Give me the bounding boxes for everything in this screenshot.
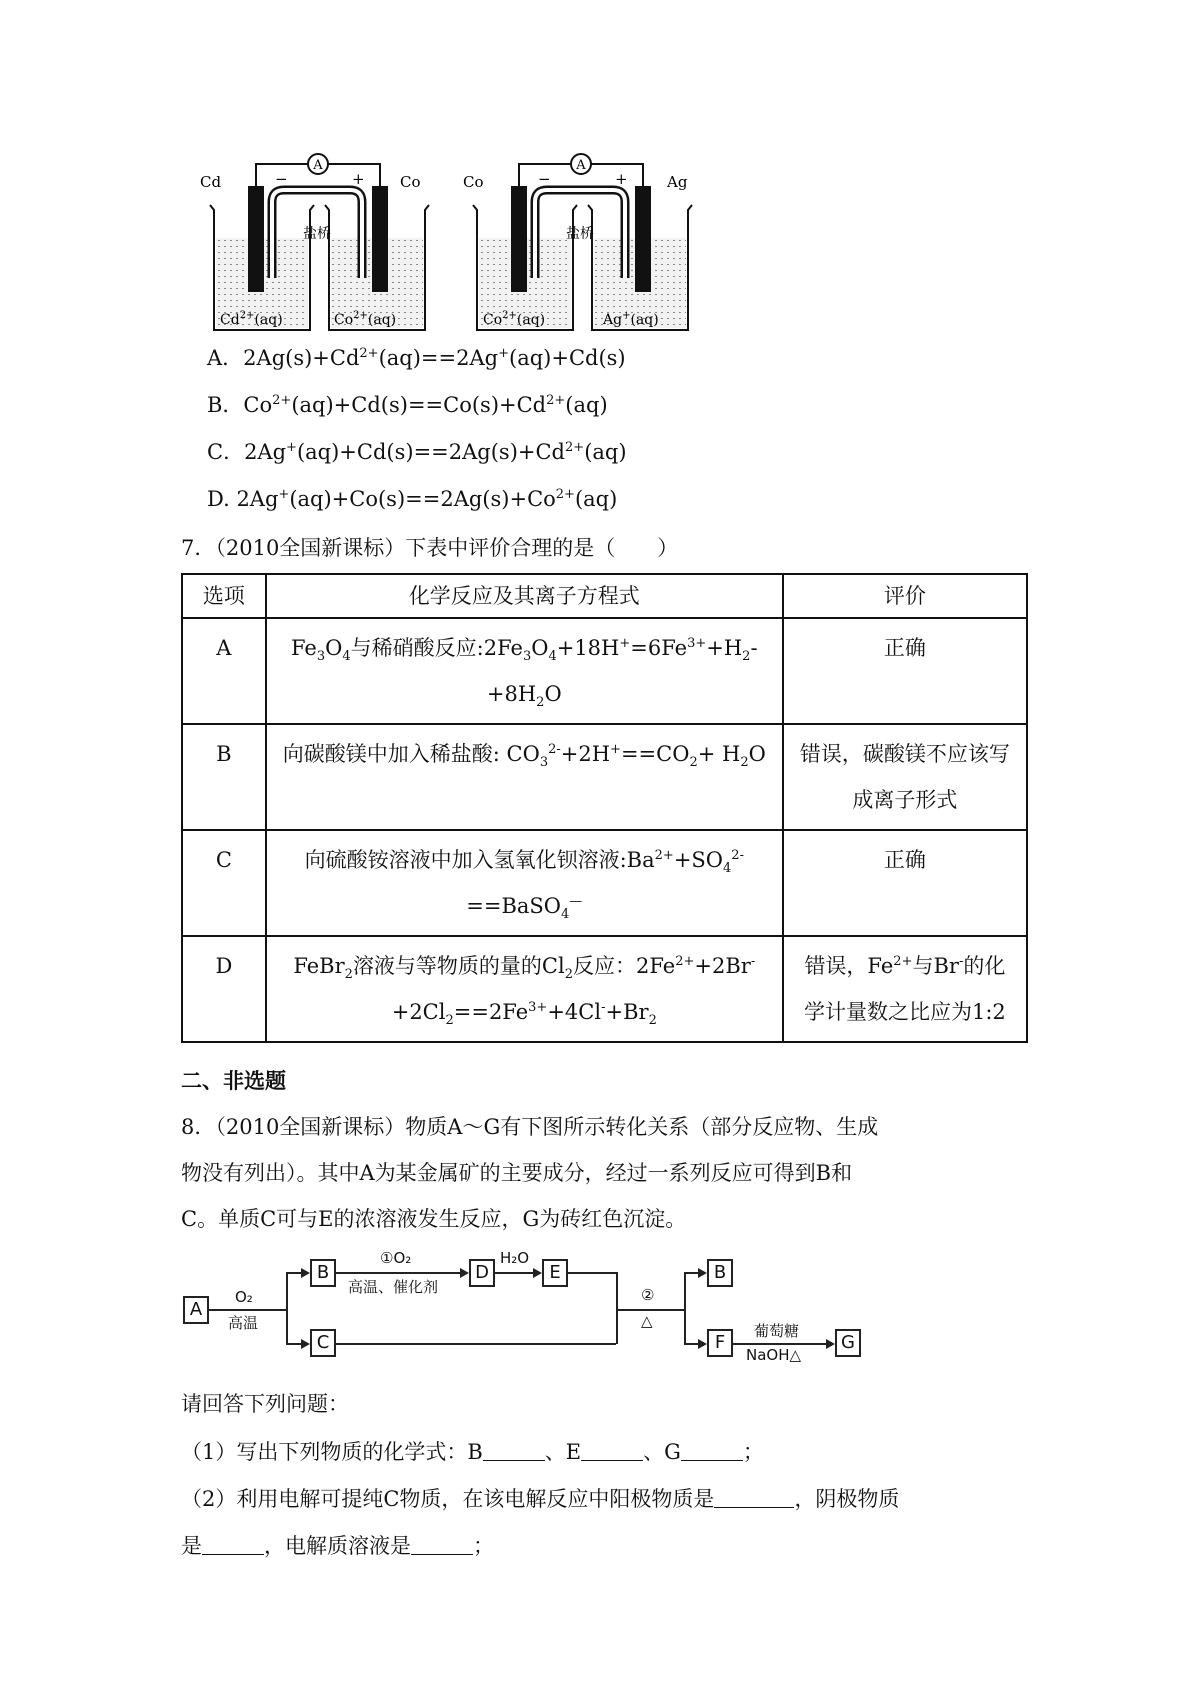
table-row bbox=[182, 936, 1027, 1042]
row-equation: 向硫酸铵溶液中加入氢氧化钡溶液$:Ba^{2+}+SO_4^{2-}$ ==BaSO$_4$— bbox=[304, 848, 744, 923]
option-c: C．$2Ag^+(aq)+Cd(s)==2Ag(s)+Cd^{2+}(aq)$ bbox=[207, 440, 627, 464]
answer-blank-anode[interactable] bbox=[714, 1485, 794, 1508]
svg-text:Ag: Ag bbox=[667, 173, 688, 191]
answer-blank-g[interactable] bbox=[681, 1438, 743, 1461]
node-d: D bbox=[469, 1259, 495, 1287]
svg-text:−: − bbox=[275, 170, 288, 188]
row-evaluation: 正确 bbox=[883, 636, 926, 660]
label-step1-condition: 高温、催化剂 bbox=[348, 1278, 439, 1296]
svg-text:盐桥: 盐桥 bbox=[566, 226, 594, 242]
row-evaluation: 正确 bbox=[883, 848, 926, 872]
node-g: G bbox=[835, 1329, 861, 1357]
node-e: E bbox=[542, 1259, 568, 1287]
answer-prompt: 请回答下列问题： bbox=[181, 1392, 349, 1416]
answer-blank-b[interactable] bbox=[483, 1438, 545, 1461]
question-7-stem: 7．（2010全国新课标）下表中评价合理的是（ ） bbox=[181, 536, 679, 560]
row-label: D bbox=[215, 954, 233, 978]
row-equation: FeBr$_2$溶液与等物质的量的$Cl_2$反应：$2Fe^{2+}+2Br^-$ $+2Cl_2==2Fe^{3+}+4Cl^-+Br_2$ bbox=[293, 954, 756, 1029]
label-step2: ② bbox=[641, 1286, 655, 1304]
row-evaluation: 错误，碳酸镁不应该写成离子形式 bbox=[799, 742, 1010, 812]
option-a: A．$2Ag(s)+Cd^{2+}(aq)==2Ag^+(aq)+Cd(s)$ bbox=[207, 346, 626, 370]
row-label: A bbox=[216, 636, 232, 660]
row-evaluation: 错误，$Fe^{2+}$与Br-的化 学计量数之比应为1:2 bbox=[804, 954, 1006, 1024]
row-equation: 向碳酸镁中加入稀盐酸: $CO_3^{2-}+2H^+==CO_2+ H_2O$ bbox=[282, 742, 766, 771]
row-label: C bbox=[215, 848, 232, 872]
label-naoh-heat: NaOH△ bbox=[746, 1346, 802, 1364]
label-glucose: 葡萄糖 bbox=[754, 1322, 800, 1340]
table-row bbox=[182, 830, 1027, 936]
question-8-line-3: C。单质C可与E的浓溶液发生反应，G为砖红色沉淀。 bbox=[181, 1207, 687, 1231]
header-equation: 化学反应及其离子方程式 bbox=[408, 584, 640, 608]
galvanic-cell-diagrams bbox=[200, 150, 720, 335]
sub-question-2-line-1: （2）利用电解可提纯C物质，在该电解反应中阳极物质是 ，阴极物质 bbox=[181, 1487, 900, 1511]
option-d: D. $2Ag^+(aq)+Co(s)==2Ag(s)+Co^{2+}(aq)$ bbox=[207, 487, 618, 511]
evaluation-table bbox=[181, 573, 1028, 1043]
answer-blank-electrolyte[interactable] bbox=[411, 1532, 473, 1555]
label-heat: △ bbox=[641, 1312, 653, 1330]
svg-text:Cd2+(aq): $Cd^{2+}(aq)$ bbox=[220, 310, 283, 328]
svg-text:A: A bbox=[313, 158, 323, 173]
node-b: B bbox=[310, 1259, 336, 1287]
header-evaluation: 评价 bbox=[883, 584, 926, 608]
svg-text:Co2+(aq): $Co^{2+}(aq)$ bbox=[483, 310, 546, 328]
node-a: A bbox=[183, 1296, 209, 1324]
header-option: 选项 bbox=[202, 584, 245, 608]
node-f: F bbox=[707, 1329, 733, 1357]
conversion-flow-diagram bbox=[180, 1249, 860, 1372]
sub-question-2-line-2: 是 ，电解质溶液是 ； bbox=[181, 1534, 494, 1558]
section-heading: 二、非选题 bbox=[181, 1069, 286, 1093]
svg-text:Cd: Cd bbox=[200, 173, 222, 191]
svg-text:+: + bbox=[352, 170, 365, 188]
node-b-product: B bbox=[707, 1259, 733, 1287]
cell-left bbox=[200, 154, 429, 330]
answer-blank-cathode[interactable] bbox=[202, 1532, 264, 1555]
row-label: B bbox=[216, 742, 232, 766]
label-o2: O₂ bbox=[235, 1288, 253, 1306]
label-step1: ①O₂ bbox=[380, 1249, 412, 1267]
table-row bbox=[182, 618, 1027, 724]
svg-text:−: − bbox=[538, 170, 551, 188]
sub-question-1: （1）写出下列物质的化学式：B 、E 、G ； bbox=[181, 1440, 764, 1464]
answer-blank-e[interactable] bbox=[581, 1438, 643, 1461]
svg-text:Co: Co bbox=[400, 173, 421, 191]
svg-text:Co2+(aq): $Co^{2+}(aq)$ bbox=[334, 310, 397, 328]
table-row bbox=[182, 724, 1027, 830]
option-b: B．$Co^{2+}(aq)+Cd(s)==Co(s)+Cd^{2+}(aq)$ bbox=[207, 393, 608, 417]
row-equation: $Fe_3O_4$与稀硝酸反应$:2Fe_3O_4+18H^+=6Fe^{3+}+H_2-$ $+8H_2O$ bbox=[291, 636, 758, 711]
question-8-line-2: 物没有列出）。其中A为某金属矿的主要成分，经过一系列反应可得到B和 bbox=[181, 1161, 853, 1185]
label-high-temp: 高温 bbox=[228, 1314, 259, 1332]
svg-text:+: + bbox=[615, 170, 628, 188]
node-c: C bbox=[310, 1329, 336, 1357]
question-8-line-1: 8．（2010全国新课标）物质A～G有下图所示转化关系（部分反应物、生成 bbox=[181, 1115, 879, 1139]
svg-text:盐桥: 盐桥 bbox=[303, 226, 331, 242]
svg-text:Co: Co bbox=[463, 173, 484, 191]
label-h2o: H₂O bbox=[500, 1249, 530, 1267]
table-header-row bbox=[182, 574, 1027, 618]
svg-text:Ag+(aq): Ag+(aq) bbox=[603, 310, 659, 328]
cell-right bbox=[463, 154, 692, 330]
svg-text:A: A bbox=[576, 158, 586, 173]
